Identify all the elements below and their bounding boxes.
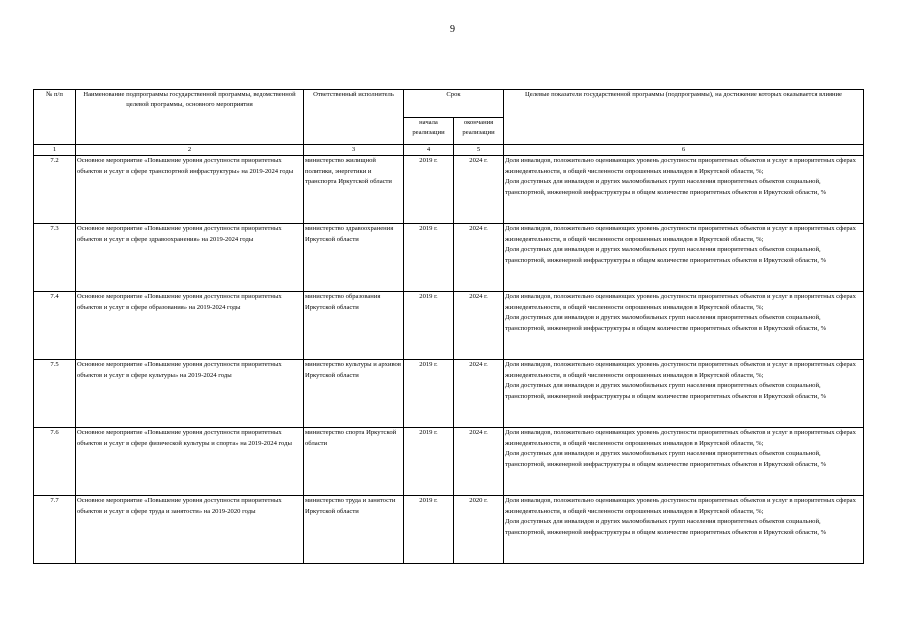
column-number: 3 (304, 145, 404, 156)
indicator-share-accessible: Доля доступных для инвалидов и других маломобильных групп населения приоритетных объектов социальной, транспортной, инженерной инфраструктуры в общем количестве приоритетных объектов в Иркутской области, % (505, 246, 827, 264)
table-row (34, 496, 864, 564)
header-row (34, 90, 864, 118)
header-num: № п/п (34, 90, 76, 145)
indicator-share-accessible: Доля доступных для инвалидов и других маломобильных групп населения приоритетных объектов социальной, транспортной, инженерной инфраструктуры в общем количестве приоритетных объектов в Иркутской области, % (505, 450, 827, 468)
row-start: 2019 г. (404, 156, 454, 224)
row-end: 2024 г. (454, 292, 504, 360)
row-indicators (504, 360, 864, 428)
row-number: 7.3 (34, 224, 76, 292)
row-executor: министерство труда и занятости Иркутской области (304, 496, 404, 564)
row-number: 7.7 (34, 496, 76, 564)
row-executor: министерство культуры и архивов Иркутской области (304, 360, 404, 428)
row-start: 2019 г. (404, 224, 454, 292)
row-indicators (504, 224, 864, 292)
indicator-share-accessible: Доля доступных для инвалидов и других маломобильных групп населения приоритетных объектов социальной, транспортной, инженерной инфраструктуры в общем количестве приоритетных объектов в Иркутской области, % (505, 382, 827, 400)
row-end: 2024 г. (454, 156, 504, 224)
page-number: 9 (450, 24, 455, 35)
row-name: Основное мероприятие «Повышение уровня доступности приоритетных объектов и услуг в сфере транспортной инфраструктуры» на 2019-2024 годы (76, 156, 304, 224)
row-number: 7.6 (34, 428, 76, 496)
indicator-share-accessible: Доля доступных для инвалидов и других маломобильных групп населения приоритетных объектов социальной, транспортной, инженерной инфраструктуры в общем количестве приоритетных объектов в Иркутской области, % (505, 314, 827, 332)
row-start: 2019 г. (404, 360, 454, 428)
row-indicators (504, 156, 864, 224)
header-indicators: Целевые показатели государственной программы (подпрограммы), на достижение которых оказывается влияние (504, 90, 864, 145)
table-row (34, 292, 864, 360)
row-name: Основное мероприятие «Повышение уровня доступности приоритетных объектов и услуг в сфере труда и занятости» на 2019-2020 годы (76, 496, 304, 564)
program-table (33, 89, 864, 564)
indicator-share-positive: Доля инвалидов, положительно оценивающих уровень доступности приоритетных объектов и услуг в приоритетных сферах жизнедеятельности, в общей численности опрошенных инвалидов в Иркутской области, %; (505, 429, 856, 447)
row-name: Основное мероприятие «Повышение уровня доступности приоритетных объектов и услуг в сфере образования» на 2019-2024 годы (76, 292, 304, 360)
indicator-share-positive: Доля инвалидов, положительно оценивающих уровень доступности приоритетных объектов и услуг в приоритетных сферах жизнедеятельности, в общей численности опрошенных инвалидов в Иркутской области, %; (505, 157, 856, 175)
indicator-share-positive: Доля инвалидов, положительно оценивающих уровень доступности приоритетных объектов и услуг в приоритетных сферах жизнедеятельности, в общей численности опрошенных инвалидов в Иркутской области, %; (505, 225, 856, 243)
column-number: 4 (404, 145, 454, 156)
header-start: начала реализации (404, 117, 454, 145)
row-executor: министерство образования Иркутской области (304, 292, 404, 360)
indicator-share-accessible: Доля доступных для инвалидов и других маломобильных групп населения приоритетных объектов социальной, транспортной, инженерной инфраструктуры в общем количестве приоритетных объектов в Иркутской области, % (505, 178, 827, 196)
row-end: 2024 г. (454, 224, 504, 292)
indicator-share-accessible: Доля доступных для инвалидов и других маломобильных групп населения приоритетных объектов социальной, транспортной, инженерной инфраструктуры в общем количестве приоритетных объектов в Иркутской области, % (505, 518, 827, 536)
column-number: 2 (76, 145, 304, 156)
row-number: 7.4 (34, 292, 76, 360)
table-row (34, 428, 864, 496)
row-start: 2019 г. (404, 496, 454, 564)
row-executor: министерство здравоохранения Иркутской области (304, 224, 404, 292)
indicator-share-positive: Доля инвалидов, положительно оценивающих уровень доступности приоритетных объектов и услуг в приоритетных сферах жизнедеятельности, в общей численности опрошенных инвалидов в Иркутской области, %; (505, 361, 856, 379)
row-end: 2024 г. (454, 428, 504, 496)
row-number: 7.2 (34, 156, 76, 224)
row-indicators (504, 428, 864, 496)
indicator-share-positive: Доля инвалидов, положительно оценивающих уровень доступности приоритетных объектов и услуг в приоритетных сферах жизнедеятельности, в общей численности опрошенных инвалидов в Иркутской области, %; (505, 497, 856, 515)
row-indicators (504, 496, 864, 564)
header-name: Наименование подпрограммы государственной программы, ведомственной целевой программы, основного мероприятия (76, 90, 304, 145)
header-executor: Ответственный исполнитель (304, 90, 404, 145)
table-row (34, 360, 864, 428)
row-name: Основное мероприятие «Повышение уровня доступности приоритетных объектов и услуг в сфере культуры» на 2019-2024 годы (76, 360, 304, 428)
column-number: 5 (454, 145, 504, 156)
table-row (34, 224, 864, 292)
header-term: Срок (404, 90, 504, 118)
row-end: 2020 г. (454, 496, 504, 564)
indicator-share-positive: Доля инвалидов, положительно оценивающих уровень доступности приоритетных объектов и услуг в приоритетных сферах жизнедеятельности, в общей численности опрошенных инвалидов в Иркутской области, %; (505, 293, 856, 311)
table-row (34, 156, 864, 224)
column-number: 1 (34, 145, 76, 156)
row-start: 2019 г. (404, 292, 454, 360)
row-name: Основное мероприятие «Повышение уровня доступности приоритетных объектов и услуг в сфере физической культуры и спорта» на 2019-2024 годы (76, 428, 304, 496)
column-number: 6 (504, 145, 864, 156)
row-indicators (504, 292, 864, 360)
row-end: 2024 г. (454, 360, 504, 428)
row-start: 2019 г. (404, 428, 454, 496)
row-executor: министерство спорта Иркутской области (304, 428, 404, 496)
row-executor: министерство жилищной политики, энергетики и транспорта Иркутской области (304, 156, 404, 224)
row-name: Основное мероприятие «Повышение уровня доступности приоритетных объектов и услуг в сфере здравоохранения» на 2019-2024 годы (76, 224, 304, 292)
row-number: 7.5 (34, 360, 76, 428)
header-end: окончания реализации (454, 117, 504, 145)
column-number-row (34, 145, 864, 156)
